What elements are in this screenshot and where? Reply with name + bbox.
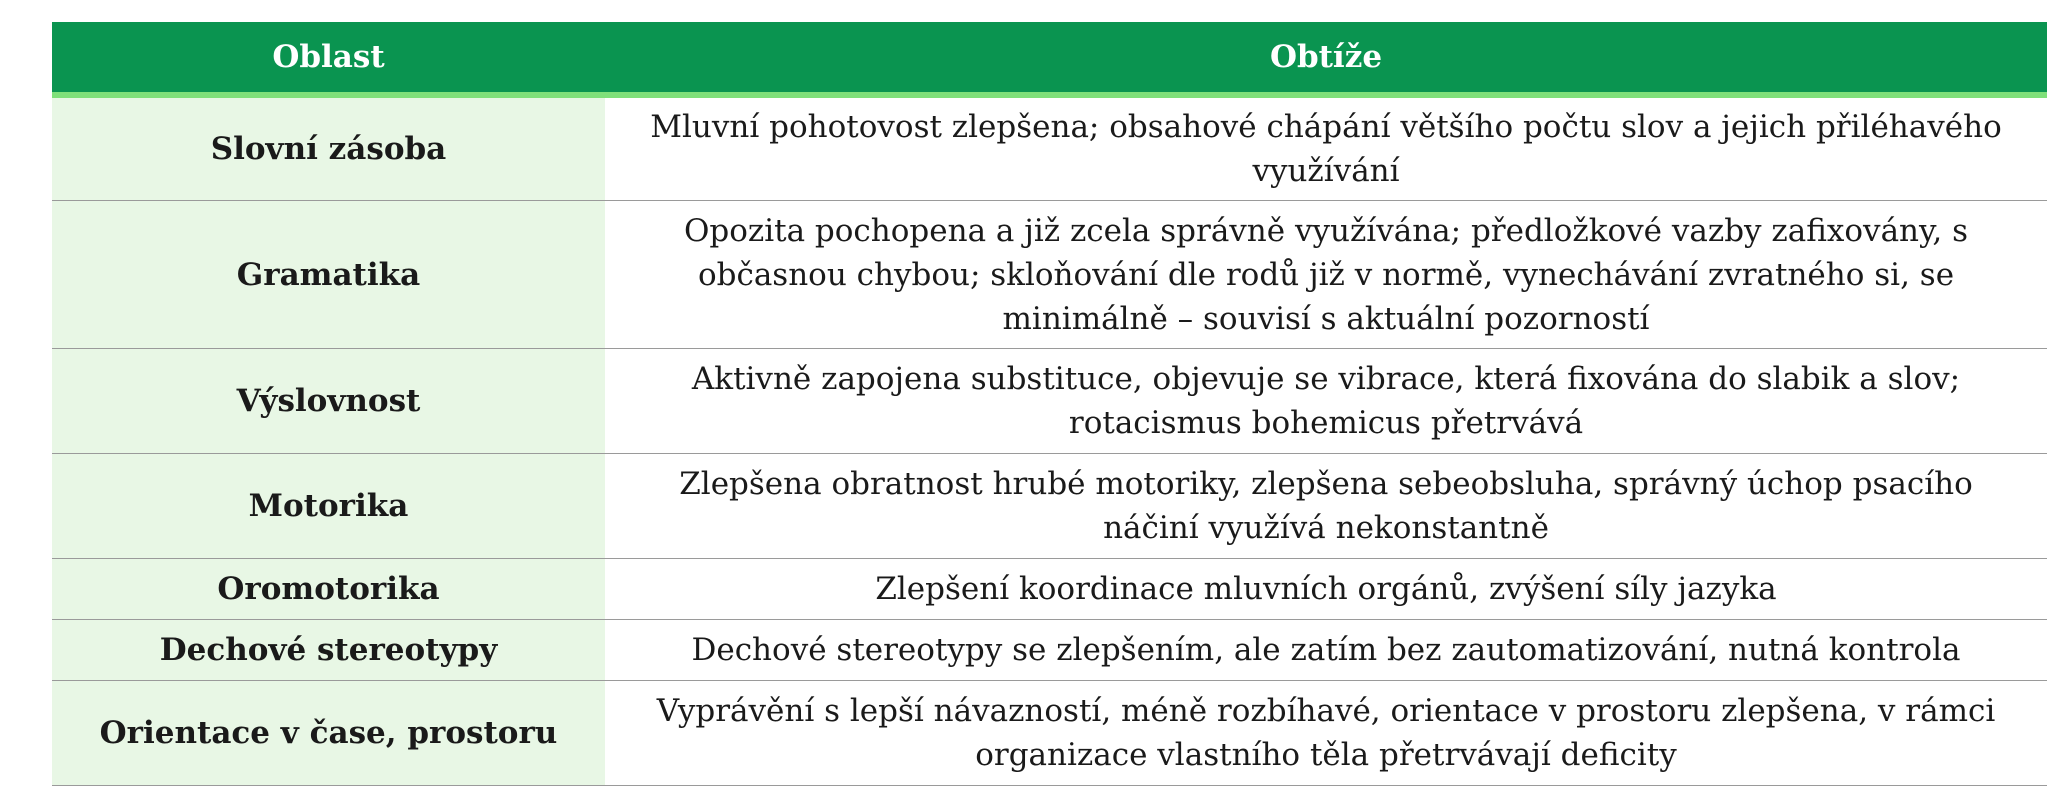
table-row: [52, 620, 2047, 681]
table-row: [52, 95, 2047, 201]
difficulties-table: [52, 22, 2047, 786]
difficulties-cell: Opozita pochopena a již zcela správně využívána; předložkové vazby zafixovány, s občasnou chybou; skloňování dle rodů již v normě, vynechávání zvratného si, se minimálně – souvisí s aktuální pozorností: [605, 201, 2047, 349]
difficulties-cell: Vyprávění s lepší návazností, méně rozbíhavé, orientace v prostoru zlepšena, v rámci organizace vlastního těla přetrvávají deficity: [605, 681, 2047, 786]
table-row: [52, 454, 2047, 559]
table-row: [52, 559, 2047, 620]
difficulties-cell: Aktivně zapojena substituce, objevuje se vibrace, která fixována do slabik a slov; rotacismus bohemicus přetrvává: [605, 349, 2047, 454]
header-difficulties: Obtíže: [605, 22, 2047, 95]
difficulties-cell: Zlepšení koordinace mluvních orgánů, zvýšení síly jazyka: [605, 559, 2047, 620]
area-cell: Dechové stereotypy: [52, 620, 605, 681]
table-header: [52, 22, 2047, 95]
area-cell: Slovní zásoba: [52, 95, 605, 201]
area-cell: Motorika: [52, 454, 605, 559]
difficulties-cell: Dechové stereotypy se zlepšením, ale zatím bez zautomatizování, nutná kontrola: [605, 620, 2047, 681]
difficulties-cell: Zlepšena obratnost hrubé motoriky, zlepšena sebeobsluha, správný úchop psacího náčiní využívá nekonstantně: [605, 454, 2047, 559]
header-row: [52, 22, 2047, 95]
difficulties-table-container: [52, 22, 2047, 786]
difficulties-cell: Mluvní pohotovost zlepšena; obsahové chápání většího počtu slov a jejich přiléhavého využívání: [605, 95, 2047, 201]
header-area: Oblast: [52, 22, 605, 95]
table-row: [52, 201, 2047, 349]
area-cell: Oromotorika: [52, 559, 605, 620]
area-cell: Výslovnost: [52, 349, 605, 454]
table-row: [52, 681, 2047, 786]
table-row: [52, 349, 2047, 454]
area-cell: Orientace v čase, prostoru: [52, 681, 605, 786]
area-cell: Gramatika: [52, 201, 605, 349]
table-body: [52, 95, 2047, 786]
